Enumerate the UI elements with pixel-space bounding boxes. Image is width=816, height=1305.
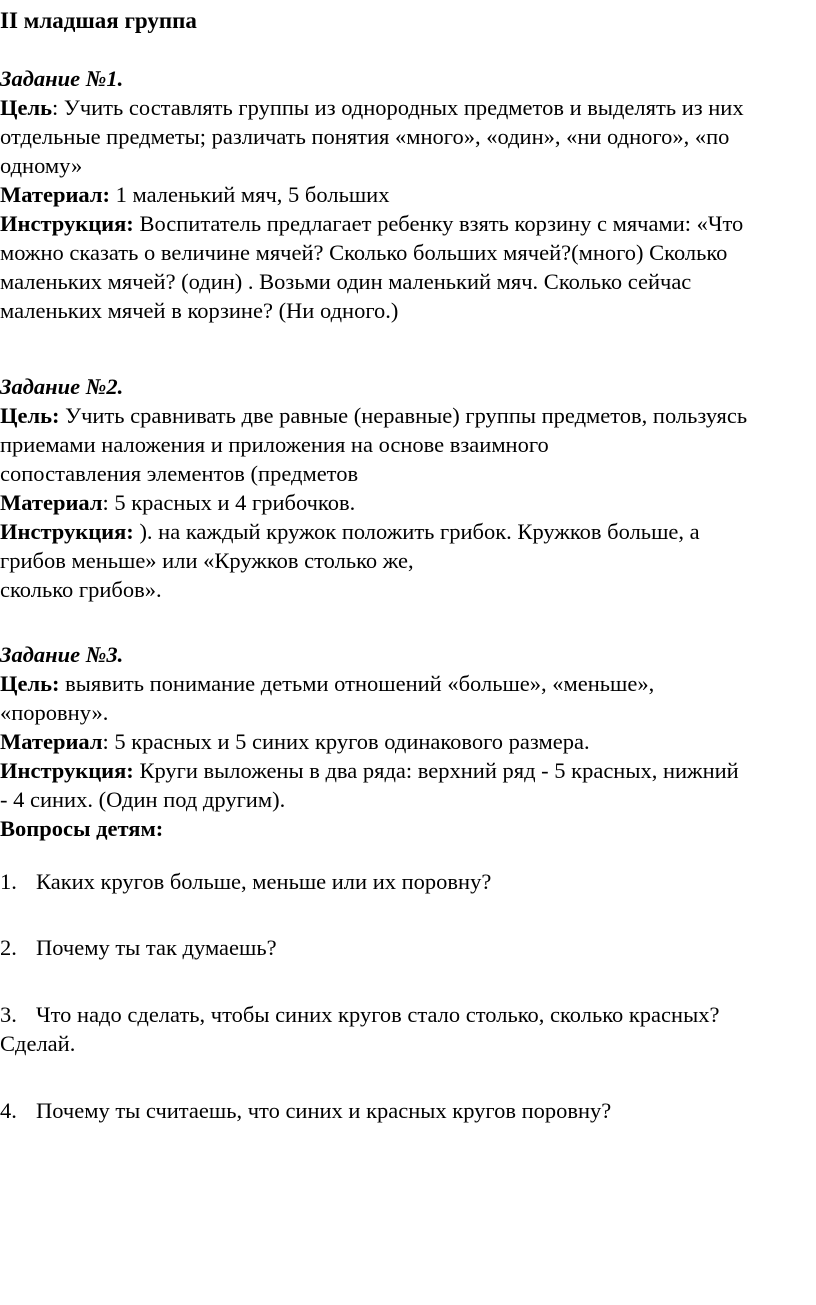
goal-label: Цель: — [0, 403, 60, 428]
task-2-instruction — [0, 517, 814, 546]
question-item — [0, 1000, 814, 1058]
task-3-instruction-text-2: - 4 синих. (Один под другим). — [0, 787, 286, 812]
material-label: Материал — [0, 490, 103, 515]
instruction-label: Инструкция: — [0, 211, 134, 236]
task-1-instruction — [0, 209, 814, 238]
task-3-heading: Задание №3. — [0, 642, 124, 667]
task-3-material-text: : 5 красных и 5 синих кругов одинакового размера. — [102, 729, 590, 754]
task-3-goal-text-2: «поровну». — [0, 700, 109, 725]
material-label: Материал — [0, 729, 103, 754]
task-2-instruction-text-2: грибов меньше» или «Кружков столько же, — [0, 548, 414, 573]
task-1-goal-text-2: отдельные предметы; различать понятия «много», «один», «ни одного», «по — [0, 124, 730, 149]
task-1-goal — [0, 93, 814, 122]
instruction-label: Инструкция: — [0, 758, 134, 783]
question-continuation: Сделай. — [0, 1031, 76, 1056]
task-1-instruction-text-1: Воспитатель предлагает ребенку взять корзину с мячами: «Что — [133, 211, 744, 236]
task-3-goal — [0, 669, 814, 698]
task-1-material — [0, 180, 814, 209]
instruction-label: Инструкция: — [0, 519, 134, 544]
task-2-goal-text-1: Учить сравнивать две равные (неравные) группы предметов, пользуясь — [59, 403, 748, 428]
questions-heading: Вопросы детям: — [0, 816, 164, 841]
task-2-instruction-text-3: сколько грибов». — [0, 577, 162, 602]
goal-label: Цель: — [0, 671, 60, 696]
question-number: 4. — [0, 1098, 17, 1123]
task-1-instruction-text-3: маленьких мячей? (один) . Возьми один маленький мяч. Сколько сейчас — [0, 269, 692, 294]
question-item — [0, 1096, 814, 1125]
task-2 — [0, 372, 814, 604]
task-1-instruction-text-2: можно сказать о величине мячей? Сколько больших мячей?(много) Сколько — [0, 240, 728, 265]
task-1-instruction-text-4: маленьких мячей в корзине? (Ни одного.) — [0, 298, 399, 323]
question-number: 2. — [0, 935, 17, 960]
question-number: 3. — [0, 1002, 17, 1027]
task-3-material — [0, 727, 814, 756]
task-2-goal-text-3: сопоставления элементов (предметов — [0, 461, 359, 486]
question-text: Что надо сделать, чтобы синих кругов стало столько, сколько красных? — [36, 1002, 720, 1027]
goal-label: Цель — [0, 95, 53, 120]
task-1-material-text: 1 маленький мяч, 5 больших — [109, 182, 390, 207]
question-text: Каких кругов больше, меньше или их поровну? — [36, 869, 492, 894]
material-label: Материал: — [0, 182, 110, 207]
task-1-goal-text-1: : Учить составлять группы из однородных предметов и выделять из них — [52, 95, 744, 120]
task-3-instruction — [0, 756, 814, 785]
task-2-instruction-text-1: ). на каждый кружок положить грибок. Кружков больше, а — [133, 519, 700, 544]
task-2-material — [0, 488, 814, 517]
task-1-heading: Задание №1. — [0, 66, 124, 91]
question-item — [0, 867, 814, 896]
task-3-goal-text-1: выявить понимание детьми отношений «больше», «меньше», — [59, 671, 655, 696]
page-title: II младшая группа — [0, 8, 197, 33]
task-3-instruction-text-1: Круги выложены в два ряда: верхний ряд - 5 красных, нижний — [133, 758, 739, 783]
task-2-goal-text-2: приемами наложения и приложения на основе взаимного — [0, 432, 549, 457]
task-1-goal-text-3: одному» — [0, 153, 83, 178]
task-1 — [0, 64, 814, 325]
question-number: 1. — [0, 869, 17, 894]
task-3 — [0, 640, 814, 843]
task-2-material-text: : 5 красных и 4 грибочков. — [102, 490, 356, 515]
task-2-heading: Задание №2. — [0, 374, 124, 399]
question-text: Почему ты так думаешь? — [36, 935, 277, 960]
task-2-goal — [0, 401, 814, 430]
question-item — [0, 933, 814, 962]
question-text: Почему ты считаешь, что синих и красных кругов поровну? — [36, 1098, 612, 1123]
